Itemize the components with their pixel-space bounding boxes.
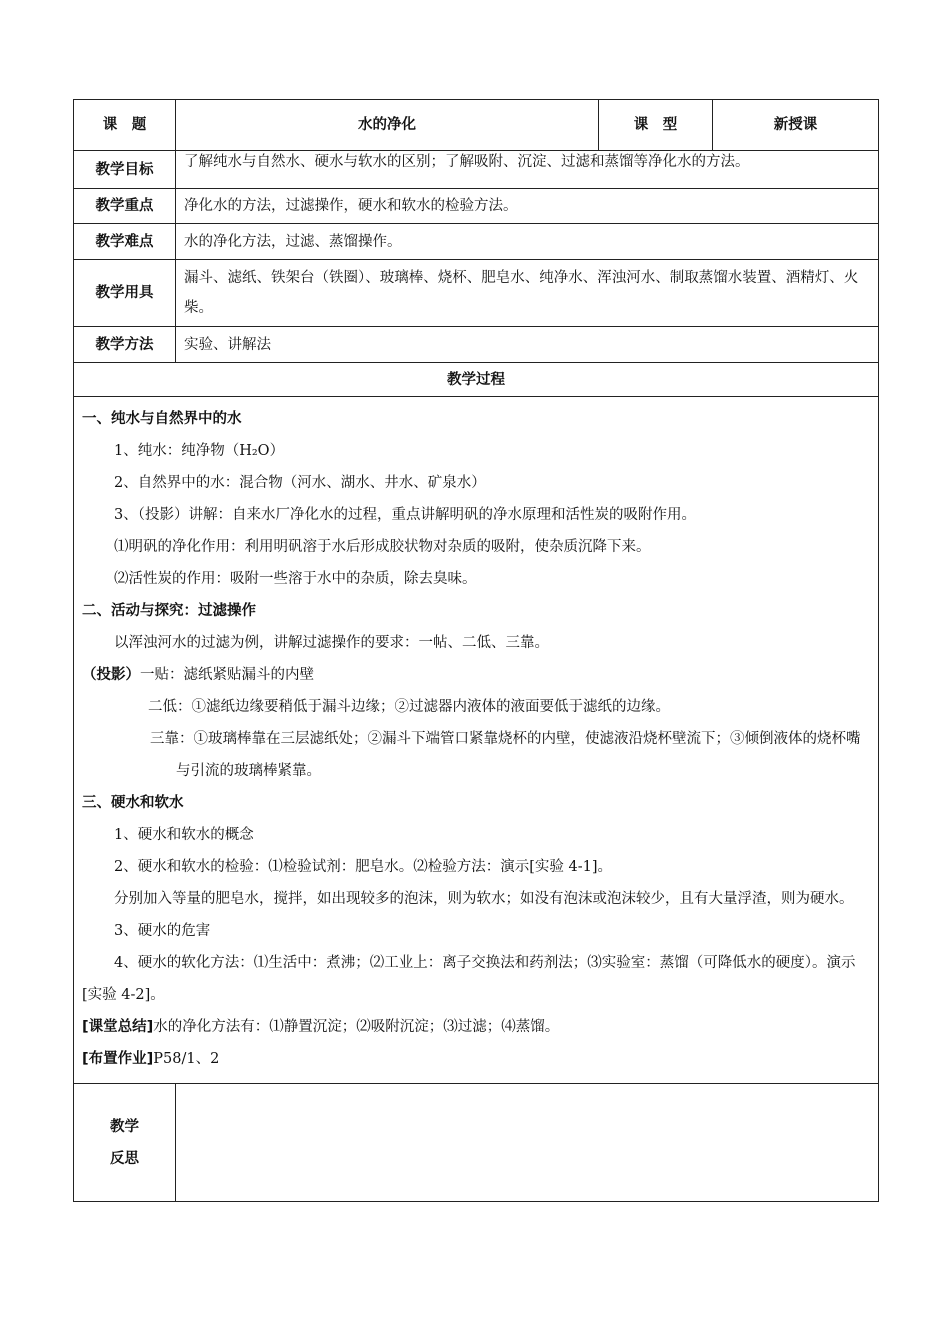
section-3-title: 三、硬水和软水 [82,795,184,811]
difficulties-value: 水的净化方法，过滤、蒸馏操作。 [176,224,879,260]
process-body-row [74,397,879,1084]
s3-line-3: 分别加入等量的肥皂水，搅拌，如出现较多的泡沫，则为软水；如没有泡沫或泡沫较少，且有大量浮渣，则为硬水。 [114,891,854,907]
s2-line-2 [82,659,870,691]
methods-value: 实验、讲解法 [176,327,879,363]
objectives-label: 教学目标 [74,151,176,189]
projection-label: （投影） [82,667,140,683]
homework-text: P58/1、2 [153,1051,220,1067]
s1-line-4: ⑴明矾的净化作用：利用明矾溶于水后形成胶状物对杂质的吸附，使杂质沉降下来。 [114,539,651,555]
s2-line-2-text: 一贴：滤纸紧贴漏斗的内壁 [140,667,314,683]
row-objectives [74,151,879,189]
topic-value: 水的净化 [176,100,599,151]
objectives-value: 了解纯水与自然水、硬水与软水的区别；了解吸附、沉淀、过滤和蒸馏等净化水的方法。 [176,151,879,189]
homework-line [82,1043,870,1075]
s1-line-3: 3、（投影）讲解：自来水厂净化水的过程，重点讲解明矾的净水原理和活性炭的吸附作用。 [114,507,696,523]
s2-line-3: 二低：①滤纸边缘要稍低于漏斗边缘；②过滤器内液体的液面要低于滤纸的边缘。 [148,699,670,715]
row-tools [74,260,879,327]
homework-label: [布置作业] [82,1051,154,1067]
reflection-label-line-1: 教学 [110,1118,139,1135]
s1-line-1: 1、纯水：纯净物（H₂O） [114,443,285,459]
s3-line-4: 3、硬水的危害 [114,923,211,939]
process-title: 教学过程 [74,363,879,397]
reflection-label-line-2: 反思 [110,1150,139,1167]
s1-line-5: ⑵活性炭的作用：吸附一些溶于水中的杂质，除去臭味。 [114,571,477,587]
methods-label: 教学方法 [74,327,176,363]
reflection-label [74,1084,176,1202]
row-methods [74,327,879,363]
reflection-row [74,1084,879,1202]
key-points-label: 教学重点 [74,189,176,224]
difficulties-label: 教学难点 [74,224,176,260]
summary-line [82,1011,870,1043]
lesson-plan-table [73,99,879,1202]
section-2-title: 二、活动与探究：过滤操作 [82,603,256,619]
s3-line-1: 1、硬水和软水的概念 [114,827,254,843]
header-row [74,100,879,151]
reflection-content[interactable] [176,1084,879,1202]
row-key-points [74,189,879,224]
summary-label: [课堂总结] [82,1019,154,1035]
tools-label: 教学用具 [74,260,176,327]
tools-value: 漏斗、滤纸、铁架台（铁圈）、玻璃棒、烧杯、肥皂水、纯净水、浑浊河水、制取蒸馏水装置、酒精灯、火柴。 [176,260,879,327]
s2-line-1: 以浑浊河水的过滤为例，讲解过滤操作的要求：一帖、二低、三靠。 [114,635,549,651]
s2-line-4: 三靠：①玻璃棒靠在三层滤纸处；②漏斗下端管口紧靠烧杯的内壁，使滤液沿烧杯壁流下；③倾倒液体的烧杯嘴与引流的玻璃棒紧靠。 [150,731,861,779]
summary-text: 水的净化方法有：⑴静置沉淀；⑵吸附沉淀；⑶过滤；⑷蒸馏。 [153,1019,560,1035]
process-title-row [74,363,879,397]
section-1-title: 一、纯水与自然界中的水 [82,411,242,427]
topic-label: 课 题 [74,100,176,151]
type-label: 课 型 [599,100,713,151]
type-value: 新授课 [713,100,879,151]
key-points-value: 净化水的方法，过滤操作，硬水和软水的检验方法。 [176,189,879,224]
s1-line-2: 2、自然界中的水：混合物（河水、湖水、井水、矿泉水） [114,475,486,491]
row-difficulties [74,224,879,260]
s3-line-5: 4、硬水的软化方法：⑴生活中：煮沸；⑵工业上：离子交换法和药剂法；⑶实验室：蒸馏（可降低水的硬度）。演示[实验 4-2]。 [82,955,856,1003]
s3-line-2: 2、硬水和软水的检验：⑴检验试剂：肥皂水。⑵检验方法：演示[实验 4-1]。 [114,859,612,875]
process-body [74,397,879,1084]
